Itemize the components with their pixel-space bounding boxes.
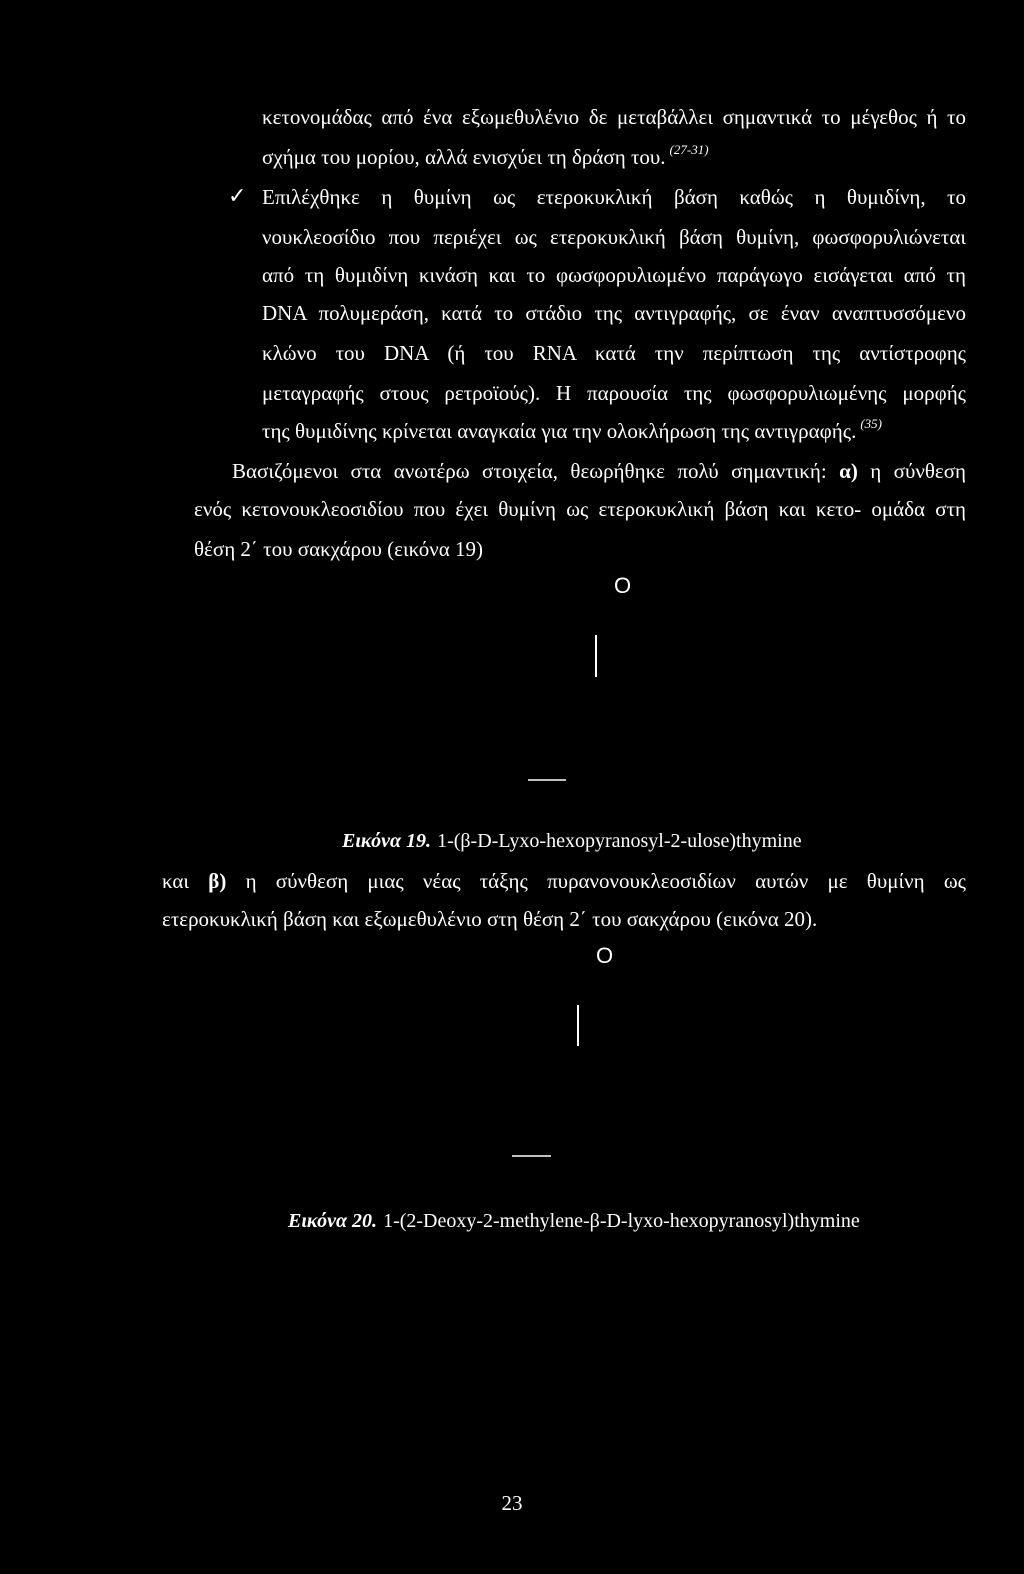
bullet-line-1: Επιλέχθηκε η θυμίνη ως ετεροκυκλική βάση καθώς η θυμιδίνη, το — [262, 185, 966, 209]
figure19-label: Εικόνα 19. — [342, 830, 432, 852]
bullet-line-5: κλώνο του DNA (ή του RNA κατά την περίπτωση της αντίστροφης — [262, 341, 966, 365]
figure19-caption-text: 1-(β-D-Lyxo-hexopyranosyl-2-ulose)thymine — [437, 830, 802, 852]
marker-b: β) — [208, 869, 227, 893]
para2-line-1: Βασιζόμενοι στα ανωτέρω στοιχεία, θεωρήθηκε πολύ σημαντική: α) η σύνθεση — [232, 459, 967, 483]
para3-line-2: ετεροκυκλική βάση και εξωμεθυλένιο στη θέση 2΄ του σακχάρου (εικόνα 20). — [162, 907, 818, 931]
para2-line-2: ενός κετονουκλεοσιδίου που έχει θυμίνη ως ετεροκυκλική βάση και κετο- ομάδα στη — [194, 497, 966, 521]
figure20-caption-text: 1-(2-Deoxy-2-methylene-β-D-lyxo-hexopyranosyl)thymine — [383, 1210, 860, 1232]
figure20-caption — [288, 1208, 860, 1234]
figure20-oxygen-atom: O — [596, 943, 614, 968]
page-number: 23 — [501, 1491, 523, 1515]
reference-27-31: (27-31) — [669, 142, 709, 157]
check-icon: ✓ — [228, 184, 247, 209]
reference-35: (35) — [860, 416, 883, 431]
bullet-line-3: από τη θυμιδίνη κινάση και το φωσφορυλιωμένο παράγωγο εισάγεται από τη — [262, 263, 966, 287]
para3-line-1: και β) η σύνθεση μιας νέας τάξης πυρανονουκλεοσιδίων αυτών με θυμίνη ως — [162, 869, 966, 893]
text-line-2-content: σχήμα του μορίου, αλλά ενισχύει τη δράση του. — [262, 145, 666, 169]
bullet-line-4: DNA πολυμεράση, κατά το στάδιο της αντιγραφής, σε έναν αναπτυσσόμενο — [262, 301, 966, 325]
bullet-line-6: μεταγραφής στους ρετροϊούς). Η παρουσία της φωσφορυλιωμένης μορφής — [262, 381, 966, 405]
para2-line-3: θέση 2΄ του σακχάρου (εικόνα 19) — [194, 537, 483, 561]
text-line-1-content: κετονομάδας από ένα εξωμεθυλένιο δε μεταβάλλει σημαντικά το μέγεθος ή το — [262, 105, 966, 129]
bullet-line-2: νουκλεοσίδιο που περιέχει ως ετεροκυκλική βάση θυμίνη, φωσφορυλιώνεται — [262, 225, 966, 249]
marker-a: α) — [839, 459, 858, 483]
figure19-oxygen-atom: O — [614, 573, 632, 598]
bullet-line-7: της θυμιδίνης κρίνεται αναγκαία για την ολοκλήρωση της αντιγραφής. $^{(35)}$ — [262, 416, 883, 443]
figure20-label: Εικόνα 20. — [288, 1210, 378, 1232]
